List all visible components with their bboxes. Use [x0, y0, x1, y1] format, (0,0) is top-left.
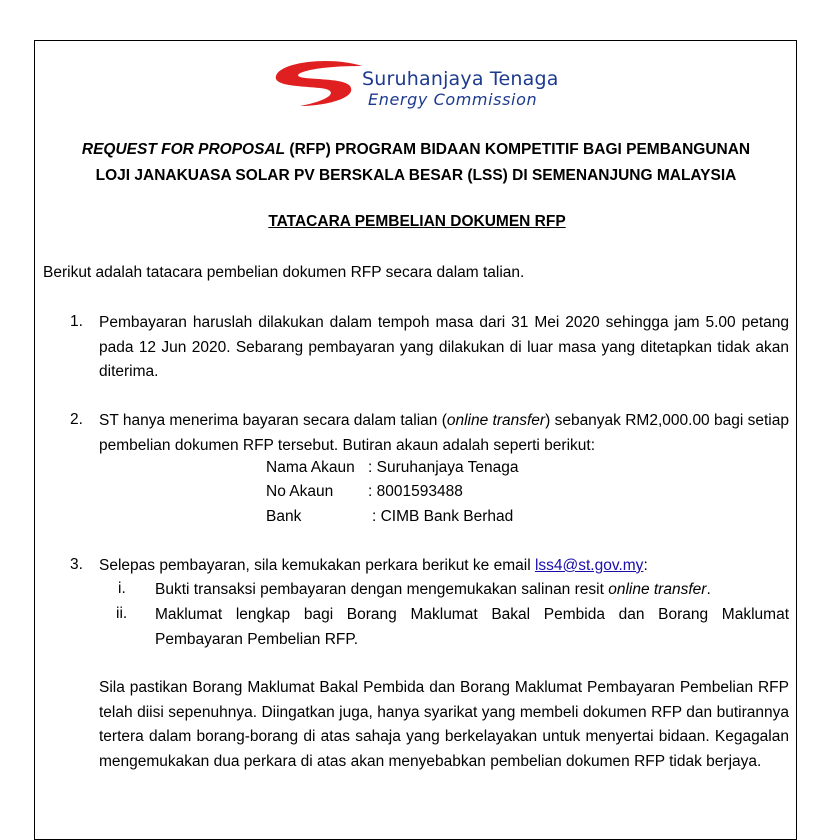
item-number-2: 2.: [70, 411, 83, 428]
title-line1-rest: (RFP) PROGRAM BIDAAN KOMPETITIF BAGI PEMBANGUNAN: [285, 141, 751, 158]
item3-text-before: Selepas pembayaran, sila kemukakan perkara berikut ke email: [99, 557, 535, 574]
subitem-numeral-ii: ii.: [116, 605, 128, 622]
document-title-line1: [46, 141, 786, 159]
email-link[interactable]: lss4@st.gov.my: [534, 557, 644, 574]
subitem-text-i: [155, 578, 789, 603]
item2-text-before: ST hanya menerima bayaran secara dalam talian (: [99, 412, 447, 429]
subitem-i-text-after: .: [706, 581, 711, 598]
item-text-3: [99, 554, 789, 579]
item-number-3: 3.: [70, 556, 83, 573]
account-name-value: : Suruhanjaya Tenaga: [368, 459, 519, 476]
document-title-line2: LOJI JANAKUASA SOLAR PV BERSKALA BESAR (LSS) DI SEMENANJUNG MALAYSIA: [95, 167, 737, 184]
subitem-i-text-italic: online transfer: [608, 581, 707, 598]
account-name-label: Nama Akaun: [266, 459, 355, 476]
item-text-2: [99, 409, 789, 458]
section-heading: TATACARA PEMBELIAN DOKUMEN RFP: [268, 213, 566, 230]
item2-text-after: ) sebanyak RM2,000.00 bagi setiap pembelian dokumen RFP tersebut. Butiran akaun adalah seperti berikut:: [99, 412, 789, 454]
title-italic-part: REQUEST FOR PROPOSAL: [81, 141, 286, 158]
bank-label: Bank: [266, 508, 302, 525]
bank-value: : CIMB Bank Berhad: [372, 508, 514, 525]
closing-paragraph: Sila pastikan Borang Maklumat Bakal Pembida dan Borang Maklumat Pembayaran Pembelian RFP telah diisi sepenuhnya. Diingatkan juga, hanya syarikat yang membeli dokumen RFP dan butirannya tertera dalam borang-borang di atas sahaja yang berkelayakan untuk menyertai bidaan. Kegagalan mengemukakan dua perkara di atas akan menyebabkan pembelian dokumen RFP tidak berjaya.: [99, 679, 789, 770]
subitem-numeral-i: i.: [118, 580, 126, 597]
logo-text-malay: Suruhanjaya Tenaga: [362, 68, 559, 90]
account-no-label: No Akaun: [266, 483, 334, 500]
subitem-i-text-before: Bukti transaksi pembayaran dengan mengemukakan salinan resit: [155, 581, 609, 598]
item-number-1: 1.: [70, 313, 83, 330]
item-text-1: Pembayaran haruslah dilakukan dalam tempoh masa dari 31 Mei 2020 sehingga jam 5.00 petang pada 12 Jun 2020. Sebarang pembayaran yang dilakukan di luar masa yang ditetapkan tidak akan diterima.: [99, 314, 789, 380]
energy-commission-logo: [270, 58, 610, 113]
intro-text: Berikut adalah tatacara pembelian dokumen RFP secara dalam talian.: [43, 264, 525, 281]
logo-swoosh-icon: [270, 58, 370, 113]
item2-text-italic: online transfer: [446, 412, 546, 429]
subitem-text-ii: Maklumat lengkap bagi Borang Maklumat Bakal Pembida dan Borang Maklumat Pembayaran Pembelian RFP.: [155, 606, 789, 648]
item3-text-after: :: [643, 557, 648, 574]
logo-text-english: Energy Commission: [368, 90, 538, 109]
account-no-value: : 8001593488: [368, 483, 463, 500]
